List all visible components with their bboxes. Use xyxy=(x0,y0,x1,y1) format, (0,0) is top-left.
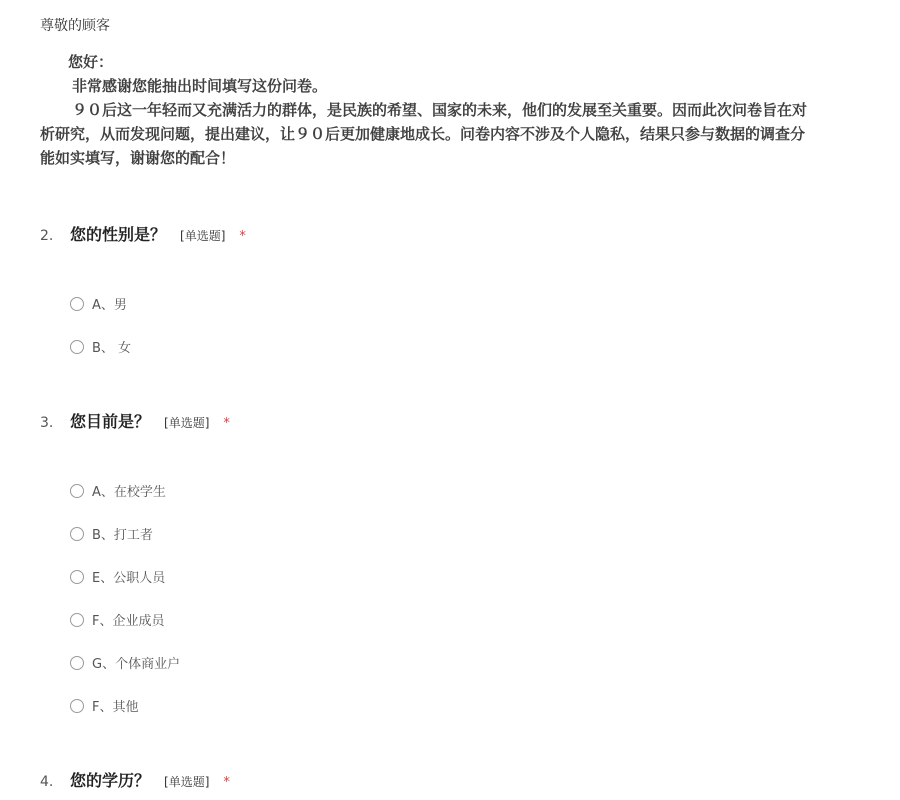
option-male[interactable] xyxy=(70,282,131,325)
required-marker: * xyxy=(223,775,230,790)
option-label: F、企业成员 xyxy=(92,614,165,629)
options-list xyxy=(70,469,180,727)
question-title: 您的学历？ xyxy=(70,771,151,790)
radio-button[interactable] xyxy=(70,297,84,311)
radio-button[interactable] xyxy=(70,656,84,670)
radio-button[interactable] xyxy=(70,484,84,498)
intro-paragraph xyxy=(40,50,900,170)
question-education xyxy=(40,768,880,791)
option-label: B、 女 xyxy=(92,341,132,356)
question-type-label: [单选题] xyxy=(180,229,226,243)
option-female[interactable] xyxy=(70,325,131,368)
option-self-employed[interactable] xyxy=(70,641,180,684)
intro-line-thanks: 非常感谢您能抽出时间填写这份问卷。 xyxy=(72,77,328,95)
option-student[interactable] xyxy=(70,469,180,512)
option-label: A、在校学生 xyxy=(92,485,166,500)
intro-line-closing: 能如实填写，谢谢您的配合！ xyxy=(40,149,236,167)
intro-line-purpose: ９０后这一年轻而又充满活力的群体，是民族的希望、国家的未来，他们的发展至关重要。因而此次问卷旨在对 xyxy=(72,101,808,119)
question-header xyxy=(40,222,880,245)
option-worker[interactable] xyxy=(70,512,180,555)
required-marker: * xyxy=(239,229,246,244)
options-list xyxy=(70,282,131,368)
question-title: 您的性别是？ xyxy=(70,225,167,244)
question-number: 4. xyxy=(40,774,54,790)
question-type-label: [单选题] xyxy=(164,416,210,430)
radio-button[interactable] xyxy=(70,570,84,584)
radio-button[interactable] xyxy=(70,699,84,713)
option-company-employee[interactable] xyxy=(70,598,180,641)
question-type-label: [单选题] xyxy=(164,775,210,789)
option-civil-servant[interactable] xyxy=(70,555,180,598)
question-number: 2. xyxy=(40,228,54,244)
question-gender xyxy=(40,222,880,356)
greeting-text: 尊敬的顾客 xyxy=(40,18,110,34)
option-other[interactable] xyxy=(70,684,180,727)
option-label: G、个体商业户 xyxy=(92,657,181,672)
radio-button[interactable] xyxy=(70,527,84,541)
question-occupation xyxy=(40,409,880,715)
intro-line-details: 析研究，从而发现问题，提出建议，让９０后更加健康地成长。问卷内容不涉及个人隐私，结果只参与数据的调查分 xyxy=(40,125,806,143)
radio-button[interactable] xyxy=(70,613,84,627)
question-header xyxy=(40,768,880,791)
question-title: 您目前是？ xyxy=(70,412,151,431)
question-number: 3. xyxy=(40,415,54,431)
option-label: E、公职人员 xyxy=(92,571,166,586)
question-header xyxy=(40,409,880,432)
required-marker: * xyxy=(223,416,230,431)
intro-line-hello: 您好： xyxy=(68,53,114,71)
option-label: A、男 xyxy=(92,298,127,313)
option-label: F、其他 xyxy=(92,700,139,715)
option-label: B、打工者 xyxy=(92,528,153,543)
radio-button[interactable] xyxy=(70,340,84,354)
